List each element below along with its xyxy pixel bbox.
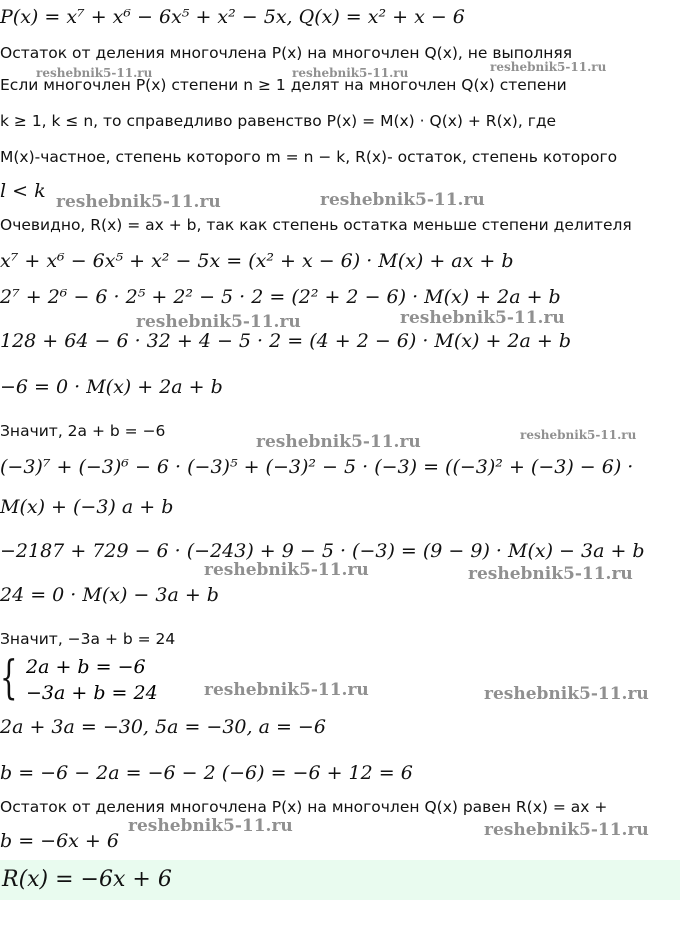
final-statement-cont: b = −6x + 6 <box>0 830 119 852</box>
watermark: reshebnik5-11.ru <box>320 190 485 210</box>
remainder-form: Очевидно, R(x) = ax + b, так как степень остатка меньше степени делителя <box>0 216 632 234</box>
watermark: reshebnik5-11.ru <box>128 816 293 836</box>
answer-box <box>0 860 680 900</box>
system-eq-1: 2a + b = −6 <box>26 656 146 678</box>
conclusion-2: Значит, −3a + b = 24 <box>0 630 176 648</box>
theory-line-4: l < k <box>0 180 46 202</box>
answer-text: R(x) = −6x + 6 <box>2 867 172 892</box>
solve-a: 2a + 3a = −30, 5a = −30, a = −6 <box>0 716 326 738</box>
watermark: reshebnik5-11.ru <box>136 312 301 332</box>
watermark: reshebnik5-11.ru <box>484 820 649 840</box>
theory-line-3: M(x)-частное, степень которого m = n − k, R(x)- остаток, степень которого <box>0 148 618 166</box>
watermark: reshebnik5-11.ru <box>204 680 369 700</box>
watermark: reshebnik5-11.ru <box>256 432 421 452</box>
watermark: reshebnik5-11.ru <box>204 560 369 580</box>
system-eq-2: −3a + b = 24 <box>26 682 158 704</box>
result-2: −6 = 0 · M(x) + 2a + b <box>0 376 223 398</box>
watermark: reshebnik5-11.ru <box>490 60 607 74</box>
solve-b: b = −6 − 2a = −6 − 2 (−6) = −6 + 12 = 6 <box>0 762 413 784</box>
evaluate-2: 128 + 64 − 6 · 32 + 4 − 5 · 2 = (4 + 2 − 6) · M(x) + 2a + b <box>0 330 571 352</box>
substitute-minus-3-cont: M(x) + (−3) a + b <box>0 496 174 518</box>
result-minus-3: 24 = 0 · M(x) − 3a + b <box>0 584 219 606</box>
substitute-2: 2⁷ + 2⁶ − 6 · 2⁵ + 2² − 5 · 2 = (2² + 2 − 6) · M(x) + 2a + b <box>0 286 561 308</box>
theory-line-1: Если многочлен P(x) степени n ≥ 1 делят на многочлен Q(x) степени <box>0 76 567 94</box>
problem-statement: P(x) = x⁷ + x⁶ − 6x⁵ + x² − 5x, Q(x) = x² + x − 6 <box>0 6 465 28</box>
watermark: reshebnik5-11.ru <box>56 192 221 212</box>
watermark: reshebnik5-11.ru <box>400 308 565 328</box>
final-statement: Остаток от деления многочлена P(x) на многочлен Q(x) равен R(x) = ax + <box>0 798 608 816</box>
watermark: reshebnik5-11.ru <box>36 66 153 80</box>
identity-equation: x⁷ + x⁶ − 6x⁵ + x² − 5x = (x² + x − 6) · M(x) + ax + b <box>0 250 514 272</box>
watermark: reshebnik5-11.ru <box>468 564 633 584</box>
watermark: reshebnik5-11.ru <box>484 684 649 704</box>
watermark: reshebnik5-11.ru <box>520 428 637 442</box>
system-brace: { <box>0 650 18 704</box>
substitute-minus-3: (−3)⁷ + (−3)⁶ − 6 · (−3)⁵ + (−3)² − 5 · (−3) = ((−3)² + (−3) − 6) · <box>0 456 634 478</box>
watermark: reshebnik5-11.ru <box>292 66 409 80</box>
conclusion-1: Значит, 2a + b = −6 <box>0 422 166 440</box>
task-text: Остаток от деления многочлена P(x) на многочлен Q(x), не выполняя <box>0 44 573 62</box>
evaluate-minus-3: −2187 + 729 − 6 · (−243) + 9 − 5 · (−3) = (9 − 9) · M(x) − 3a + b <box>0 540 645 562</box>
theory-line-2: k ≥ 1, k ≤ n, то справедливо равенство P(x) = M(x) · Q(x) + R(x), где <box>0 112 557 130</box>
